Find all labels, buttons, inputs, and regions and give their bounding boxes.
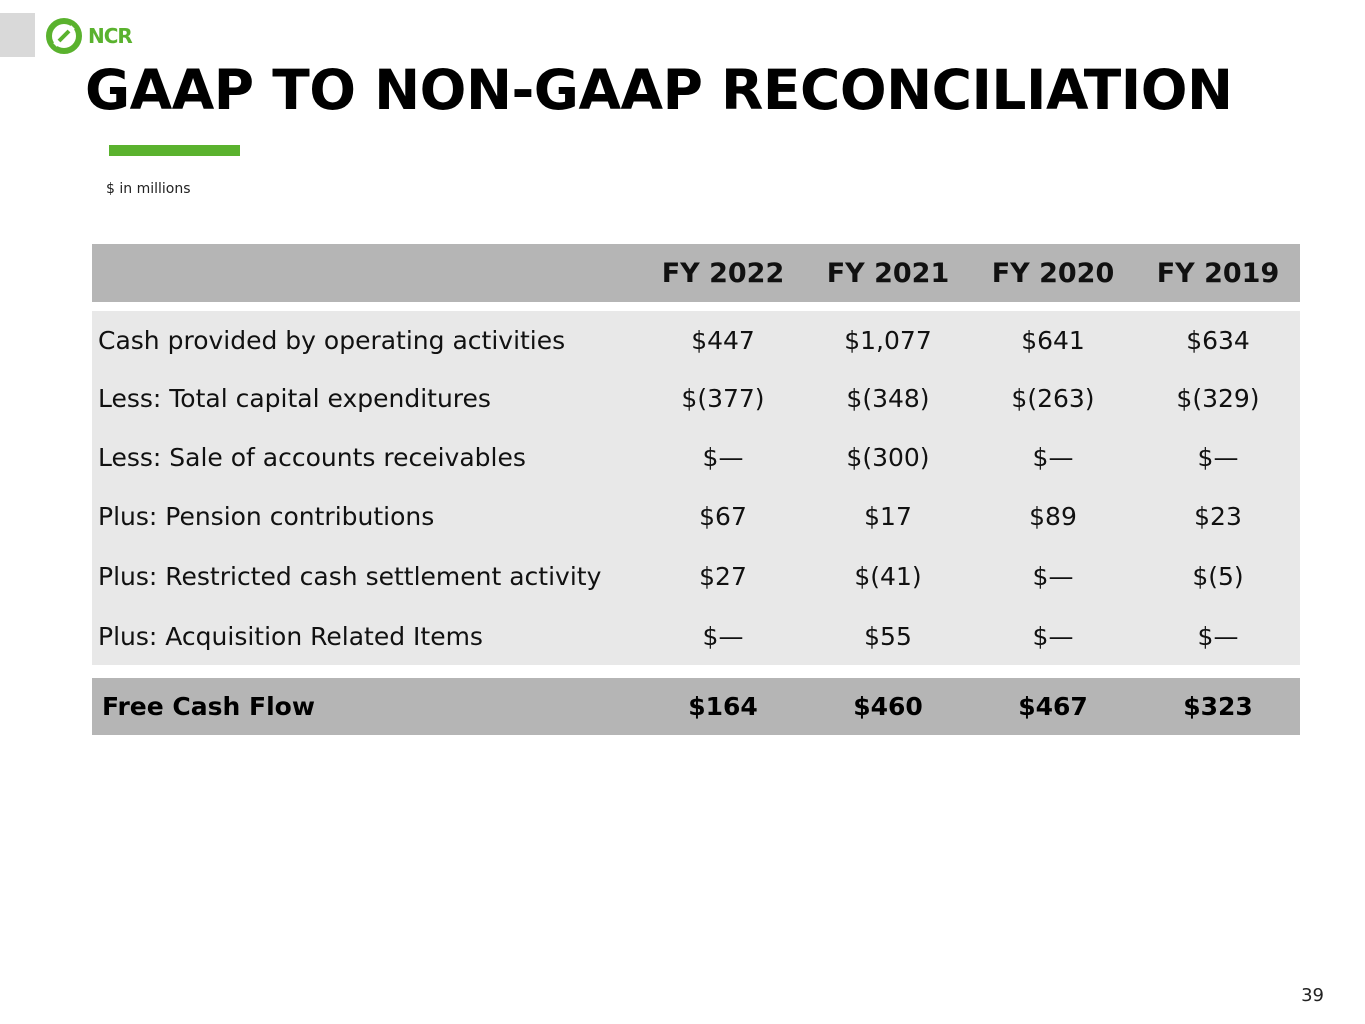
table-row [92, 373, 1300, 423]
table-cell: $447 [691, 325, 755, 355]
table-row [92, 315, 1300, 365]
table-cell: $— [1197, 621, 1239, 651]
table-body [92, 311, 1300, 665]
row-label: Plus: Acquisition Related Items [98, 621, 483, 651]
table-cell: $— [1032, 442, 1074, 472]
table-cell: $(300) [846, 442, 930, 472]
table-cell: $— [702, 621, 744, 651]
table-cell: $27 [699, 561, 747, 591]
table-cell: $89 [1029, 501, 1077, 531]
table-cell: $— [1197, 442, 1239, 472]
table-cell: $(348) [846, 383, 930, 413]
table-row [92, 491, 1300, 541]
table-cell: $641 [1021, 325, 1085, 355]
table-cell: $1,077 [844, 325, 932, 355]
title-accent-bar [109, 145, 240, 156]
page-number: 39 [1301, 985, 1324, 1006]
table-row [92, 432, 1300, 482]
table-total-row [92, 678, 1300, 735]
column-header: FY 2022 [661, 257, 785, 289]
total-cell: $467 [1018, 692, 1088, 721]
table-cell: $(263) [1011, 383, 1095, 413]
column-header: FY 2019 [1156, 257, 1280, 289]
table-header [92, 244, 1300, 302]
total-cell: $323 [1183, 692, 1253, 721]
row-label: Plus: Pension contributions [98, 501, 435, 531]
total-label: Free Cash Flow [102, 692, 315, 721]
total-cell: $460 [853, 692, 923, 721]
table-cell: $55 [864, 621, 912, 651]
table-cell: $(329) [1176, 383, 1260, 413]
table-cell: $— [702, 442, 744, 472]
row-label: Less: Sale of accounts receivables [98, 442, 526, 472]
row-label: Cash provided by operating activities [98, 325, 566, 355]
row-label: Less: Total capital expenditures [98, 383, 491, 413]
table-cell: $23 [1194, 501, 1242, 531]
table-cell: $634 [1186, 325, 1250, 355]
table-cell: $17 [864, 501, 912, 531]
column-header: FY 2021 [826, 257, 950, 289]
row-label: Plus: Restricted cash settlement activity [98, 561, 602, 591]
table-cell: $67 [699, 501, 747, 531]
table-cell: $(377) [681, 383, 765, 413]
ncr-logo [46, 18, 132, 54]
table-row [92, 611, 1300, 661]
table-cell: $— [1032, 561, 1074, 591]
page-title: GAAP TO NON-GAAP RECONCILIATION [85, 58, 1233, 122]
table-row [92, 551, 1300, 601]
table-cell: $(41) [854, 561, 922, 591]
column-header: FY 2020 [991, 257, 1115, 289]
ncr-logo-icon [46, 18, 86, 54]
corner-tab [0, 13, 35, 57]
table-cell: $(5) [1192, 561, 1244, 591]
units-note: $ in millions [106, 181, 191, 197]
total-cell: $164 [688, 692, 758, 721]
table-cell: $— [1032, 621, 1074, 651]
ncr-logo-text: NCR [88, 24, 132, 48]
